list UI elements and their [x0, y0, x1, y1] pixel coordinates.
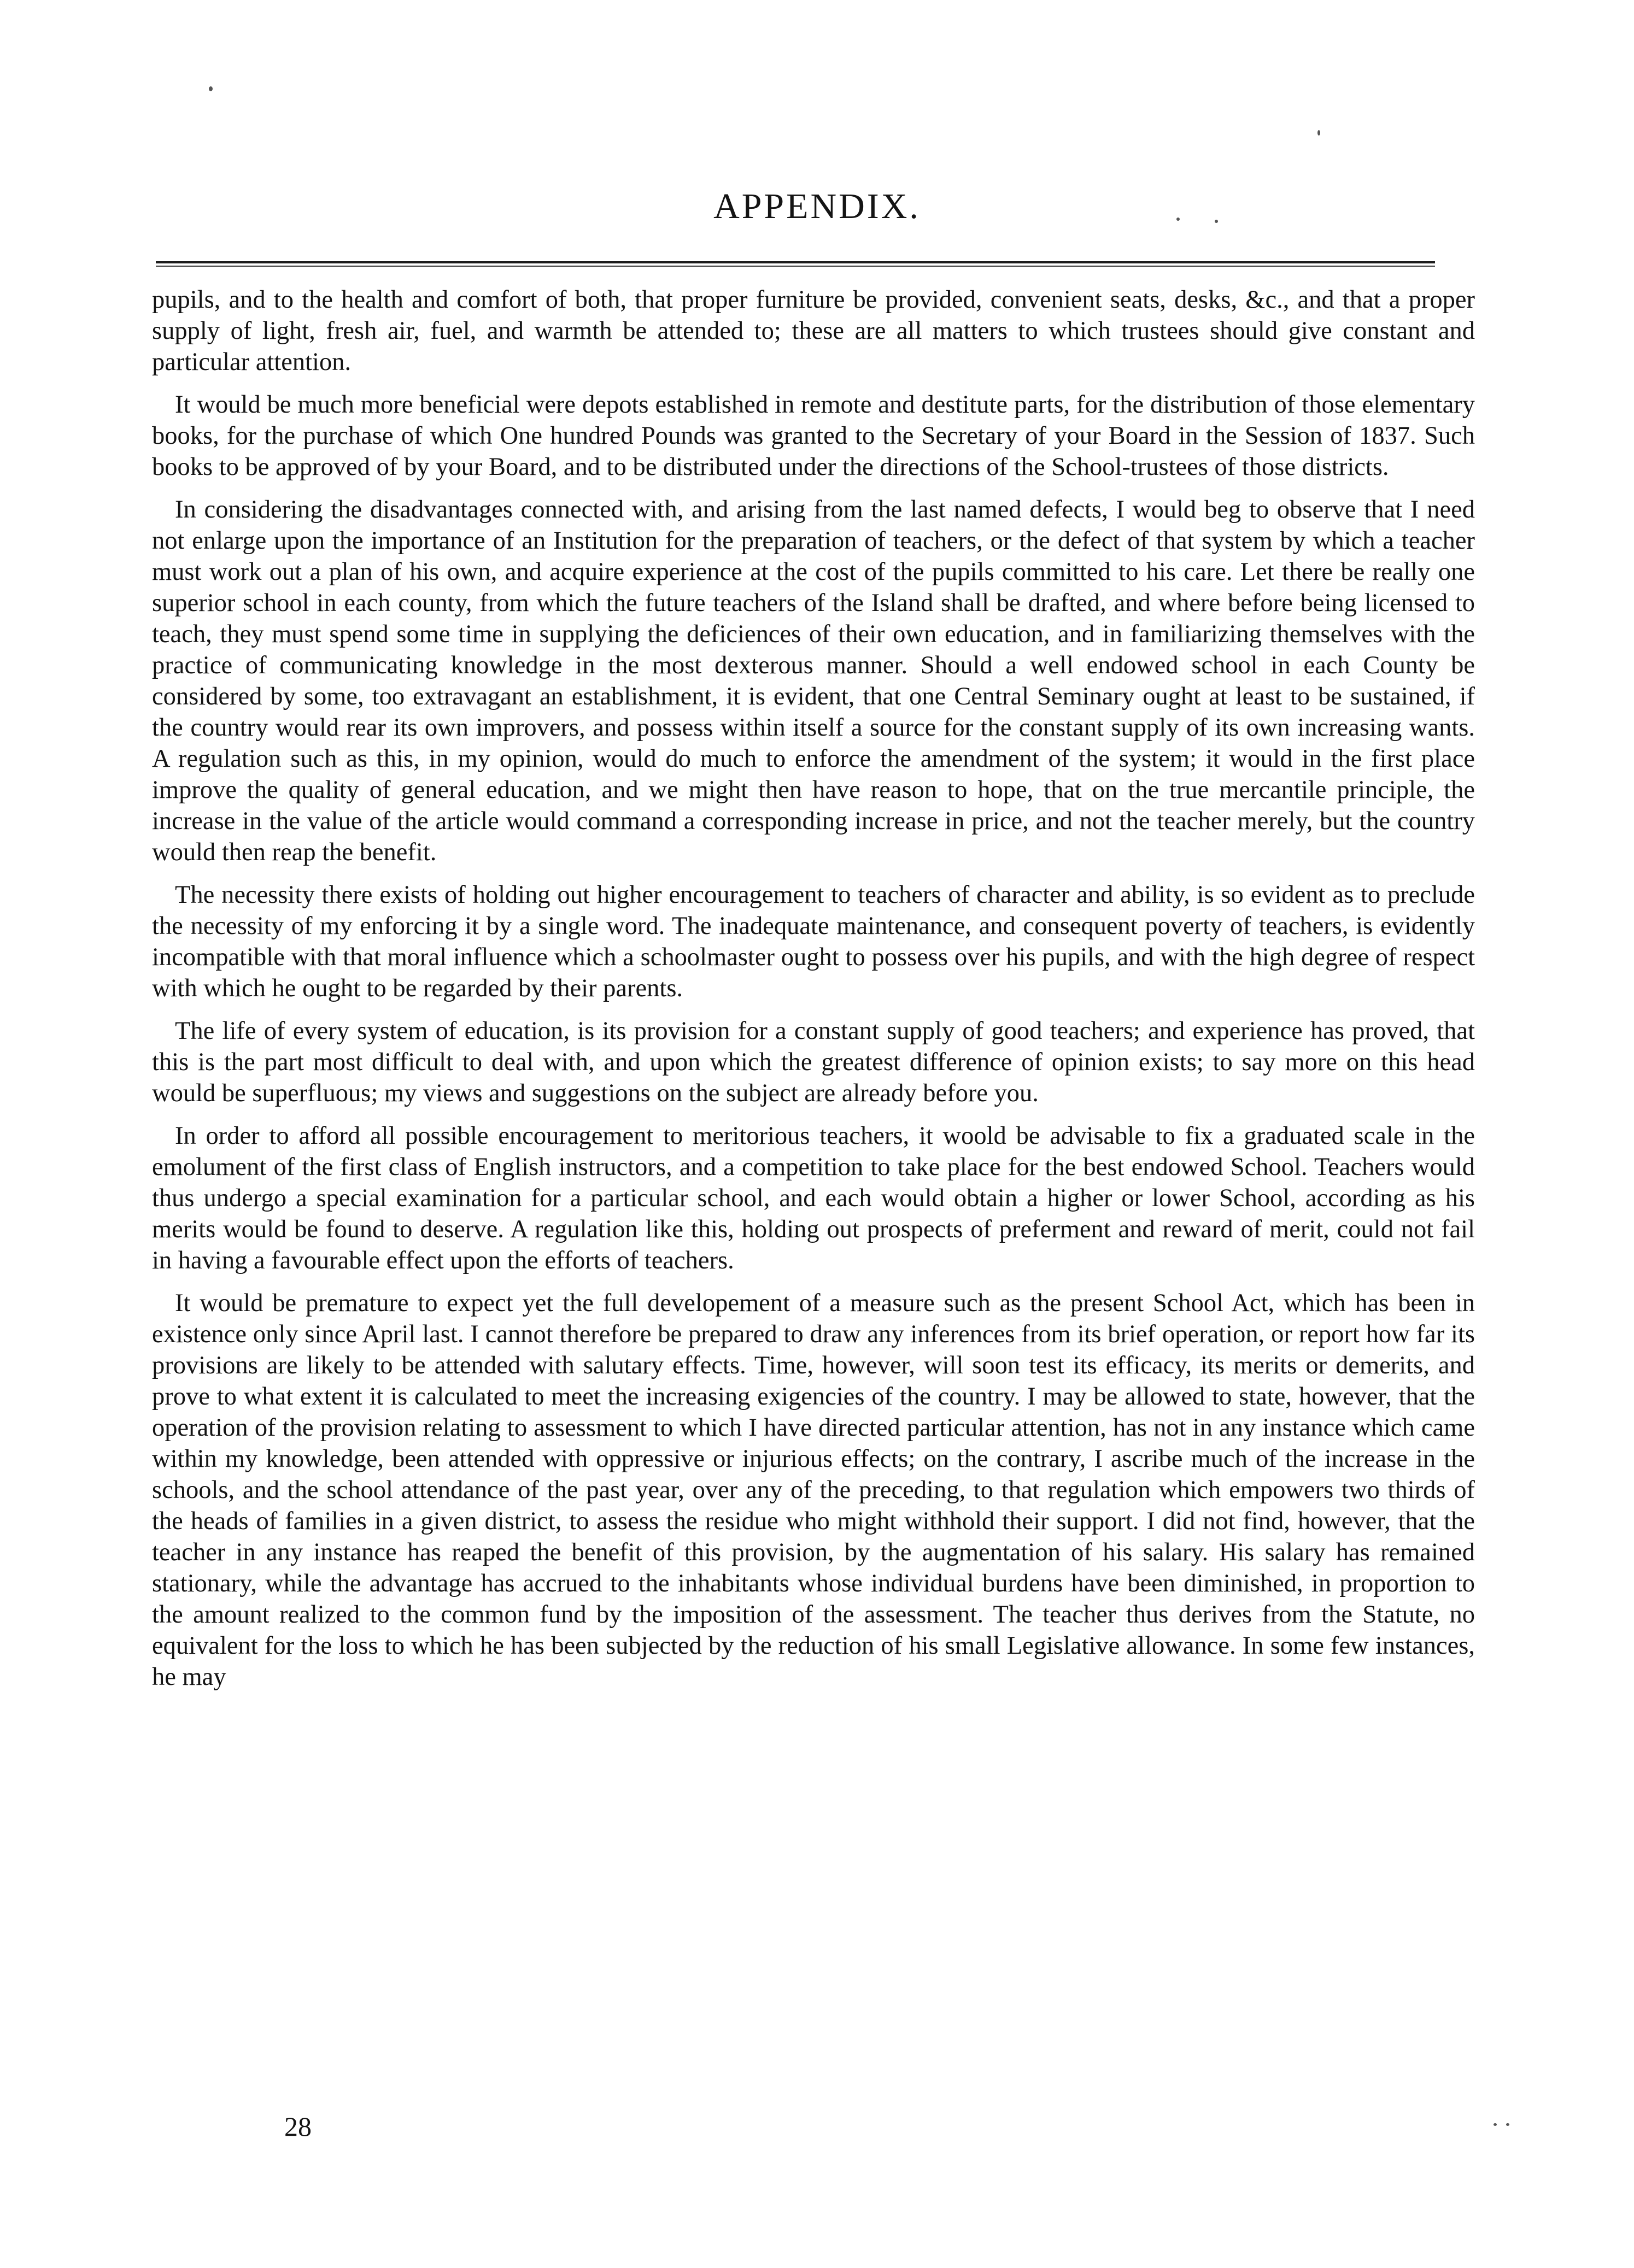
paragraph: It would be much more beneficial were depots established in remote and destitute parts, for the distribution of those elementary books, for the purchase of which One hundred Pounds was granted to the Secretary of your Board in the Session of 1837. Such books to be approved of by your Board, and to be distributed under the directions of the School-trustees of those districts.: [152, 391, 1475, 481]
page-heading: APPENDIX.: [713, 186, 921, 226]
ink-speck: [1494, 2123, 1497, 2126]
paragraph: The life of every system of education, is its provision for a constant supply of good teachers; and experience has proved, that this is the part most difficult to deal with, and upon which the greatest difference of opinion exists; to say more on this head would be superfluous; my views and suggestions on the subject are already before you.: [152, 1017, 1475, 1107]
paragraph: The necessity there exists of holding out higher encouragement to teachers of character and ability, is so evident as to preclude the necessity of my enforcing it by a single word. The inadequate maintenance, and consequent poverty of teachers, is evidently incompatible with that moral influence which a schoolmaster ought to possess over his pupils, and with the high degree of respect with which he ought to be regarded by their parents.: [152, 881, 1475, 1002]
paragraph: It would be premature to expect yet the full developement of a measure such as the present School Act, which has been in existence only since April last. I cannot therefore be prepared to draw any inferences from its brief operation, or report how far its provisions are likely to be attended with salutary effects. Time, however, will soon test its efficacy, its merits or demerits, and prove to what extent it is calculated to meet the increasing exigencies of the country. I may be allowed to state, however, that the operation of the provision relating to assessment to which I have directed particular attention, has not in any instance which came within my knowledge, been attended with oppressive or injurious effects; on the contrary, I ascribe much of the increase in the schools, and the school attendance of the past year, over any of the preceding, to that regulation which empowers two thirds of the heads of families in a given district, to assess the residue who might withhold their support. I did not find, however, that the teacher in any instance has reaped the benefit of this provision, by the augmentation of his salary. His salary has remained stationary, while the advantage has accrued to the inhabitants whose individual burdens have been diminished, in proportion to the amount realized to the common fund by the imposition of the assessment. The teacher thus derives from the Statute, no equivalent for the loss to which he has been subjected by the reduction of his small Legislative allowance. In some few instances, he may: [152, 1289, 1475, 1691]
ink-speck: [209, 86, 213, 91]
ink-speck: [1317, 130, 1320, 136]
paragraph: pupils, and to the health and comfort of both, that proper furniture be provided, convenient seats, desks, &c., and that a proper supply of light, fresh air, fuel, and warmth be attended to; these are all matters to which trustees should give constant and particular attention.: [152, 286, 1475, 376]
ink-speck: [1506, 2123, 1509, 2126]
heading-rule: [156, 261, 1435, 267]
paragraph: In considering the disadvantages connected with, and arising from the last named defects, I would beg to observe that I need not enlarge upon the importance of an Institution for the preparation of teachers, or the defect of that system by which a teacher must work out a plan of his own, and acquire experience at the cost of the pupils committed to his care. Let there be really one superior school in each county, from which the future teachers of the Island shall be drafted, and where before being licensed to teach, they must spend some time in supplying the deficiences of their own education, and in familiarizing themselves with the practice of communicating knowledge in the most dexterous manner. Should a well endowed school in each County be considered by some, too extravagant an establishment, it is evident, that one Central Seminary ought at least to be sustained, if the country would rear its own improvers, and possess within itself a source for the constant supply of its own increasing wants. A regulation such as this, in my opinion, would do much to enforce the amendment of the system; it would in the first place improve the quality of general education, and we might then have reason to hope, that on the true mercantile principle, the increase in the value of the article would command a corresponding increase in price, and not the teacher merely, but the country would then reap the benefit.: [152, 496, 1475, 866]
paragraph: In order to afford all possible encouragement to meritorious teachers, it woold be advisable to fix a graduated scale in the emolument of the first class of English instructors, and a competition to take place for the best endowed School. Teachers would thus undergo a special examination for a particular school, and each would obtain a higher or lower School, according as his merits would be found to deserve. A regulation like this, holding out prospects of preferment and reward of merit, could not fail in having a favourable effect upon the efforts of teachers.: [152, 1122, 1475, 1274]
page-number: 28: [284, 2111, 312, 2142]
body-text: [152, 284, 1475, 1704]
